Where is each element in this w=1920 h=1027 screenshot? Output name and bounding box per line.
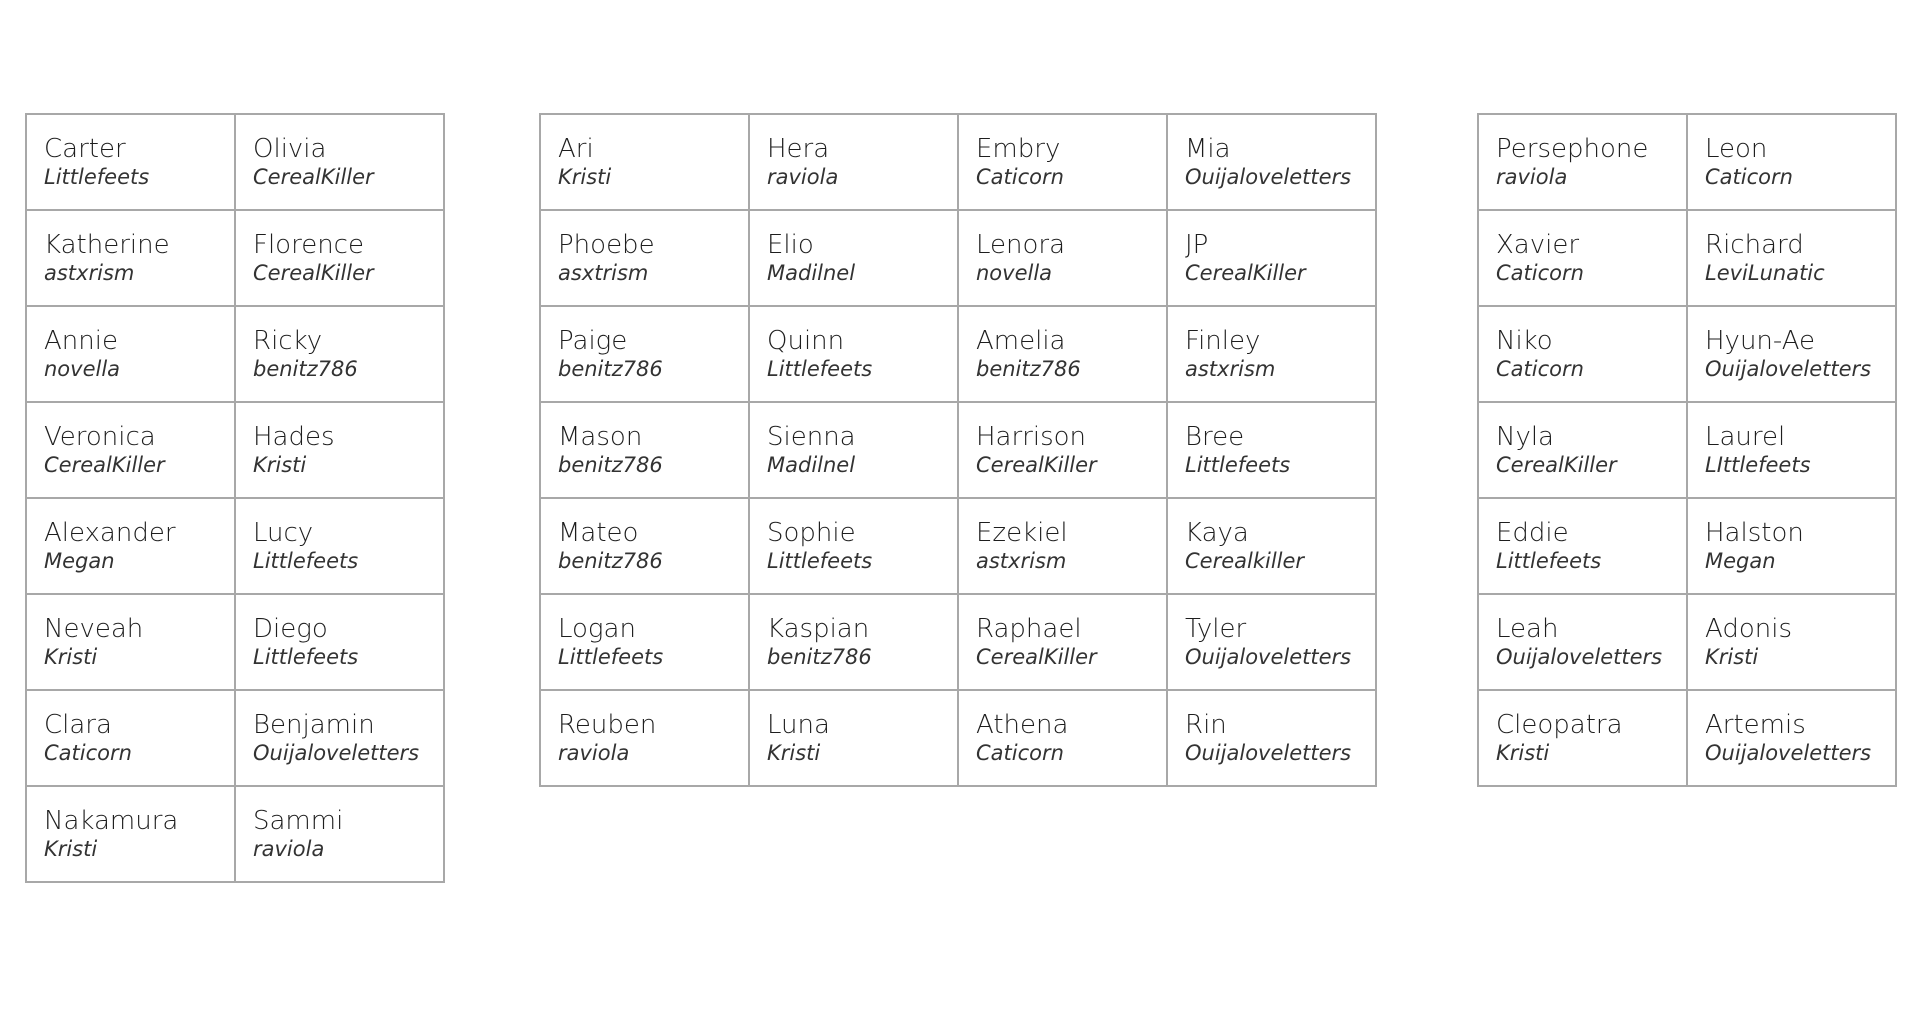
- owner-name: Kristi: [44, 645, 98, 669]
- owner-name: CerealKiller: [1185, 261, 1306, 285]
- owner-name: Madilnel: [767, 453, 856, 477]
- character-name: Sienna: [767, 422, 856, 452]
- character-name: Florence: [253, 230, 364, 260]
- owner-name: raviola: [253, 837, 325, 861]
- owner-name: astxrism: [976, 549, 1067, 573]
- owner-name: Kristi: [253, 453, 307, 477]
- table-row: [540, 210, 1376, 306]
- cell-content: [976, 211, 1166, 286]
- owner-name: benitz786: [253, 357, 358, 381]
- cell-content: [253, 403, 443, 478]
- cell-content: [253, 307, 443, 382]
- owner-name: benitz786: [558, 357, 663, 381]
- name-cell: [1478, 210, 1687, 306]
- owner-name: Caticorn: [976, 165, 1064, 189]
- table-row: [26, 114, 444, 210]
- cell-content: [253, 595, 443, 670]
- owner-name: Megan: [1705, 549, 1776, 573]
- character-name: Ezekiel: [976, 518, 1068, 548]
- character-name: Lucy: [253, 518, 314, 548]
- character-name: Hades: [253, 422, 335, 452]
- table-row: [26, 786, 444, 882]
- cell-content: [44, 787, 234, 862]
- character-name: JP: [1185, 230, 1209, 260]
- character-name: Hera: [767, 134, 830, 164]
- owner-name: Kristi: [767, 741, 821, 765]
- cell-content: [253, 115, 443, 190]
- owner-name: CerealKiller: [253, 165, 374, 189]
- table-row: [1478, 594, 1896, 690]
- owner-name: astxrism: [1185, 357, 1276, 381]
- character-name: Ricky: [253, 326, 323, 356]
- name-cell: [749, 498, 958, 594]
- name-cell: [540, 306, 749, 402]
- character-name: Mia: [1185, 134, 1231, 164]
- owner-name: novella: [44, 357, 121, 381]
- cell-content: [44, 115, 234, 190]
- name-cell: [26, 114, 235, 210]
- owner-name: novella: [976, 261, 1053, 285]
- owner-name: Ouijaloveletters: [1705, 741, 1872, 765]
- cell-content: [767, 691, 957, 766]
- character-name: Persephone: [1496, 134, 1649, 164]
- character-name: Diego: [253, 614, 328, 644]
- table-row: [1478, 210, 1896, 306]
- cell-content: [976, 691, 1166, 766]
- cell-content: [44, 307, 234, 382]
- name-cell: [26, 594, 235, 690]
- name-cell: [1478, 498, 1687, 594]
- cell-content: [976, 595, 1166, 670]
- cell-content: [1496, 115, 1686, 190]
- name-table-center: [539, 113, 1377, 787]
- name-cell: [1167, 114, 1376, 210]
- table-row: [540, 690, 1376, 786]
- character-name: Veronica: [44, 422, 156, 452]
- owner-name: Ouijaloveletters: [1705, 357, 1872, 381]
- character-name: Richard: [1705, 230, 1804, 260]
- owner-name: CerealKiller: [44, 453, 165, 477]
- name-cell: [958, 114, 1167, 210]
- name-cell: [235, 594, 444, 690]
- character-name: Adonis: [1705, 614, 1792, 644]
- owner-name: Littlefeets: [44, 165, 150, 189]
- name-cell: [26, 402, 235, 498]
- name-cell: [1167, 690, 1376, 786]
- cell-content: [558, 115, 748, 190]
- name-cell: [26, 690, 235, 786]
- owner-name: Caticorn: [44, 741, 132, 765]
- cell-content: [1705, 499, 1895, 574]
- cell-content: [976, 403, 1166, 478]
- table-row: [1478, 498, 1896, 594]
- name-table-right: [1477, 113, 1897, 787]
- character-name: Sammi: [253, 806, 344, 836]
- name-cell: [749, 690, 958, 786]
- table-row: [1478, 690, 1896, 786]
- cell-content: [1185, 307, 1375, 382]
- owner-name: raviola: [1496, 165, 1568, 189]
- character-name: Nyla: [1496, 422, 1554, 452]
- cell-content: [1185, 211, 1375, 286]
- character-name: Quinn: [767, 326, 845, 356]
- character-name: Kaspian: [767, 614, 870, 644]
- character-name: Xavier: [1496, 230, 1580, 260]
- character-name: Benjamin: [253, 710, 375, 740]
- cell-content: [1705, 403, 1895, 478]
- character-name: Eddie: [1496, 518, 1569, 548]
- cell-content: [976, 307, 1166, 382]
- name-cell: [958, 210, 1167, 306]
- owner-name: raviola: [767, 165, 839, 189]
- name-cell: [235, 114, 444, 210]
- name-cell: [1478, 306, 1687, 402]
- name-cell: [1478, 402, 1687, 498]
- cell-content: [253, 499, 443, 574]
- name-cell: [540, 402, 749, 498]
- character-name: Phoebe: [558, 230, 655, 260]
- character-name: Bree: [1185, 422, 1245, 452]
- cell-content: [558, 595, 748, 670]
- owner-name: Littlefeets: [253, 645, 359, 669]
- character-name: Carter: [44, 134, 126, 164]
- table-row: [540, 306, 1376, 402]
- name-cell: [1687, 114, 1896, 210]
- table-row: [26, 690, 444, 786]
- name-cell: [540, 114, 749, 210]
- owner-name: Caticorn: [1705, 165, 1793, 189]
- table-row: [1478, 114, 1896, 210]
- cell-content: [44, 211, 234, 286]
- character-name: Nakamura: [44, 806, 179, 836]
- cell-content: [44, 403, 234, 478]
- owner-name: CerealKiller: [253, 261, 374, 285]
- name-cell: [958, 402, 1167, 498]
- owner-name: LIttlefeets: [1705, 453, 1811, 477]
- owner-name: raviola: [558, 741, 630, 765]
- name-cell: [958, 498, 1167, 594]
- name-cell: [235, 306, 444, 402]
- owner-name: Littlefeets: [767, 357, 873, 381]
- cell-content: [253, 211, 443, 286]
- character-name: Ari: [558, 134, 594, 164]
- name-cell: [235, 690, 444, 786]
- cell-content: [1705, 115, 1895, 190]
- cell-content: [558, 403, 748, 478]
- name-cell: [1687, 306, 1896, 402]
- name-cell: [235, 786, 444, 882]
- name-cell: [540, 690, 749, 786]
- name-cell: [1167, 210, 1376, 306]
- owner-name: LeviLunatic: [1705, 261, 1825, 285]
- owner-name: Littlefeets: [1185, 453, 1291, 477]
- name-cell: [1478, 690, 1687, 786]
- name-cell: [26, 210, 235, 306]
- name-cell: [1167, 402, 1376, 498]
- cell-content: [1705, 307, 1895, 382]
- name-cell: [1478, 114, 1687, 210]
- name-cell: [958, 690, 1167, 786]
- owner-name: CerealKiller: [1496, 453, 1617, 477]
- character-name: Neveah: [44, 614, 144, 644]
- name-cell: [749, 114, 958, 210]
- cell-content: [767, 307, 957, 382]
- character-name: Kaya: [1185, 518, 1249, 548]
- owner-name: Ouijaloveletters: [1496, 645, 1663, 669]
- name-cell: [958, 306, 1167, 402]
- character-name: Elio: [767, 230, 814, 260]
- character-name: Halston: [1705, 518, 1804, 548]
- cell-content: [44, 691, 234, 766]
- owner-name: Cerealkiller: [1185, 549, 1305, 573]
- cell-content: [1185, 499, 1375, 574]
- character-name: Raphael: [976, 614, 1082, 644]
- owner-name: Ouijaloveletters: [1185, 165, 1352, 189]
- character-name: Rin: [1185, 710, 1227, 740]
- cell-content: [1496, 403, 1686, 478]
- table-row: [1478, 402, 1896, 498]
- owner-name: Littlefeets: [253, 549, 359, 573]
- character-name: Olivia: [253, 134, 327, 164]
- character-name: Reuben: [558, 710, 657, 740]
- cell-content: [1185, 115, 1375, 190]
- name-cell: [749, 306, 958, 402]
- character-name: Katherine: [44, 230, 170, 260]
- character-name: Annie: [44, 326, 118, 356]
- cell-content: [44, 595, 234, 670]
- cell-content: [767, 211, 957, 286]
- owner-name: Ouijaloveletters: [1185, 741, 1352, 765]
- character-name: Hyun-Ae: [1705, 326, 1816, 356]
- name-cell: [1167, 306, 1376, 402]
- owner-name: CerealKiller: [976, 645, 1097, 669]
- table-row: [26, 306, 444, 402]
- cell-content: [767, 499, 957, 574]
- character-name: Lenora: [976, 230, 1066, 260]
- cell-content: [1496, 211, 1686, 286]
- name-cell: [540, 594, 749, 690]
- table-row: [540, 498, 1376, 594]
- owner-name: asxtrism: [558, 261, 649, 285]
- owner-name: Caticorn: [1496, 357, 1584, 381]
- cell-content: [976, 499, 1166, 574]
- owner-name: Kristi: [558, 165, 612, 189]
- owner-name: benitz786: [558, 549, 663, 573]
- cell-content: [1705, 211, 1895, 286]
- character-name: Tyler: [1185, 614, 1247, 644]
- cell-content: [767, 403, 957, 478]
- character-name: Embry: [976, 134, 1061, 164]
- name-cell: [26, 306, 235, 402]
- name-cell: [1478, 594, 1687, 690]
- name-cell: [235, 402, 444, 498]
- character-name: Clara: [44, 710, 112, 740]
- owner-name: Kristi: [1496, 741, 1550, 765]
- character-name: Alexander: [44, 518, 176, 548]
- name-cell: [1167, 498, 1376, 594]
- name-cell: [749, 402, 958, 498]
- owner-name: Ouijaloveletters: [253, 741, 420, 765]
- character-name: Cleopatra: [1496, 710, 1623, 740]
- character-name: Mateo: [558, 518, 639, 548]
- name-cell: [235, 498, 444, 594]
- table-row: [1478, 306, 1896, 402]
- name-cell: [1687, 210, 1896, 306]
- name-cell: [26, 786, 235, 882]
- owner-name: Madilnel: [767, 261, 856, 285]
- cell-content: [767, 595, 957, 670]
- owner-name: Megan: [44, 549, 115, 573]
- name-cell: [1687, 402, 1896, 498]
- cell-content: [767, 115, 957, 190]
- table-row: [540, 402, 1376, 498]
- name-cell: [540, 210, 749, 306]
- name-cell: [1167, 594, 1376, 690]
- character-name: Leah: [1496, 614, 1559, 644]
- cell-content: [1185, 403, 1375, 478]
- cell-content: [1496, 691, 1686, 766]
- owner-name: Littlefeets: [558, 645, 664, 669]
- owner-name: Kristi: [44, 837, 98, 861]
- cell-content: [558, 211, 748, 286]
- character-name: Paige: [558, 326, 628, 356]
- cell-content: [1496, 595, 1686, 670]
- owner-name: Ouijaloveletters: [1185, 645, 1352, 669]
- character-name: Laurel: [1705, 422, 1786, 452]
- name-cell: [1687, 690, 1896, 786]
- table-row: [26, 402, 444, 498]
- character-name: Leon: [1705, 134, 1768, 164]
- name-cell: [958, 594, 1167, 690]
- cell-content: [44, 499, 234, 574]
- table-row: [26, 210, 444, 306]
- name-cell: [26, 498, 235, 594]
- character-name: Sophie: [767, 518, 856, 548]
- cell-content: [253, 787, 443, 862]
- name-cell: [235, 210, 444, 306]
- name-cell: [749, 210, 958, 306]
- name-table-left: [25, 113, 445, 883]
- cell-content: [558, 691, 748, 766]
- owner-name: Caticorn: [976, 741, 1064, 765]
- cell-content: [976, 115, 1166, 190]
- character-name: Harrison: [976, 422, 1087, 452]
- character-name: Niko: [1496, 326, 1553, 356]
- table-row: [26, 498, 444, 594]
- owner-name: Caticorn: [1496, 261, 1584, 285]
- cell-content: [1185, 691, 1375, 766]
- cell-content: [1496, 499, 1686, 574]
- owner-name: astxrism: [44, 261, 135, 285]
- character-name: Amelia: [976, 326, 1066, 356]
- owner-name: Littlefeets: [767, 549, 873, 573]
- character-name: Mason: [558, 422, 643, 452]
- owner-name: benitz786: [558, 453, 663, 477]
- owner-name: Littlefeets: [1496, 549, 1602, 573]
- table-row: [540, 594, 1376, 690]
- character-name: Logan: [558, 614, 636, 644]
- cell-content: [558, 499, 748, 574]
- owner-name: benitz786: [767, 645, 872, 669]
- name-cell: [749, 594, 958, 690]
- character-name: Athena: [976, 710, 1069, 740]
- name-cell: [1687, 498, 1896, 594]
- cell-content: [558, 307, 748, 382]
- character-name: Finley: [1185, 326, 1261, 356]
- cell-content: [253, 691, 443, 766]
- cell-content: [1705, 691, 1895, 766]
- character-name: Artemis: [1705, 710, 1806, 740]
- cell-content: [1496, 307, 1686, 382]
- table-row: [26, 594, 444, 690]
- name-cell: [1687, 594, 1896, 690]
- owner-name: Kristi: [1705, 645, 1759, 669]
- character-name: Luna: [767, 710, 830, 740]
- cell-content: [1705, 595, 1895, 670]
- owner-name: benitz786: [976, 357, 1081, 381]
- name-cell: [540, 498, 749, 594]
- table-row: [540, 114, 1376, 210]
- owner-name: CerealKiller: [976, 453, 1097, 477]
- cell-content: [1185, 595, 1375, 670]
